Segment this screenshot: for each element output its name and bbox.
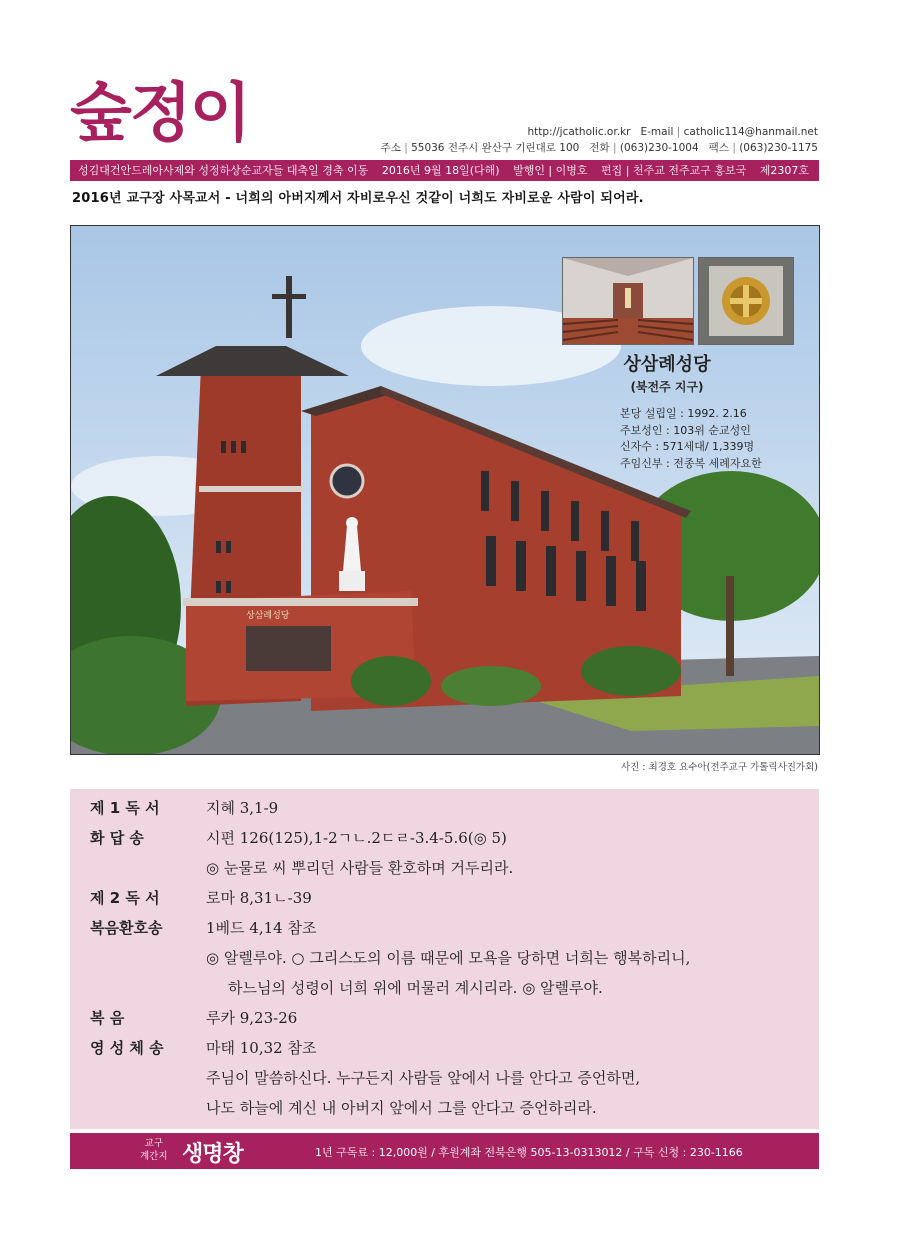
reading-label: 제 1 독 서: [90, 799, 160, 817]
pastoral-letter-subtitle: 2016년 교구장 사목교서 - 너희의 아버지께서 자비로우신 것같이 너희도 자비로운 사람이 되어라.: [72, 191, 644, 206]
reading-text: 나도 하늘에 계신 내 아버지 앞에서 그를 안다고 증언하리라.: [206, 1099, 597, 1117]
issue-date: 2016년 9월 18일(다해): [381, 164, 500, 177]
reading-label: 복 음: [90, 1009, 125, 1027]
address-label: 주소: [380, 142, 401, 154]
fax: (063)230-1175: [739, 142, 818, 154]
address: 전주시 완산구 기린대로 100: [447, 142, 580, 154]
reading-text: 지혜 3,1-9: [206, 799, 279, 817]
church-name: 상삼례성당: [623, 354, 711, 375]
issue-number: 제2307호: [759, 164, 809, 177]
church-info: [620, 406, 762, 472]
reading-text: 로마 8,31ㄴ-39: [206, 889, 312, 907]
pastor: 주임신부 : 전종복 세례자요한: [620, 456, 762, 470]
email-label: E-mail: [640, 126, 674, 138]
church-district: (북전주 지구): [630, 380, 704, 394]
footer-label-line2: 계간지: [140, 1151, 168, 1162]
reading-text: 1베드 4,14 참조: [206, 919, 317, 937]
editor: 편집 | 천주교 전주교구 홍보국: [601, 164, 747, 177]
founding-date: 본당 설립일 : 1992. 2.16: [620, 407, 747, 420]
info-bar: [70, 160, 819, 181]
phone: (063)230-1004: [619, 142, 699, 154]
reading-text: ◎ 눈물로 씨 뿌리던 사람들 환호하며 거두리라.: [206, 859, 514, 877]
fax-label: 팩스: [708, 142, 729, 154]
footer-bar: [70, 1133, 819, 1169]
building-sign: 상삼례성당: [246, 611, 290, 621]
reading-label: 영 성 체 송: [90, 1039, 164, 1057]
feast-note: 성김대건안드레아사제와 성정하상순교자들 대축일 경축 이동: [78, 164, 369, 177]
reading-text: 시편 126(125),1-2ㄱㄴ.2ㄷㄹ-3.4-5.6(◎ 5): [206, 829, 507, 847]
reading-text: 마태 10,32 참조: [206, 1039, 317, 1057]
issue-info: [372, 160, 809, 181]
publisher: 발행인 | 이병호: [513, 164, 588, 177]
contact-line-1: http://jcatholic.or.kr E-mail | catholic114@hanmail.net: [527, 126, 818, 138]
masthead-title: 숲정이: [70, 77, 250, 151]
contact-line-2: 주소 | 55036 전주시 완산구 기린대로 100 전화 | (063)230-1004 팩스 | (063)230-1175: [380, 142, 818, 154]
website-link[interactable]: http://jcatholic.or.kr: [527, 126, 631, 138]
reading-label: 복음환호송: [90, 919, 163, 937]
reading-text: ◎ 알렐루야. ○ 그리스도의 이름 때문에 모욕을 당하면 너희는 행복하리니,: [206, 949, 691, 967]
footer-label-line1: 교구: [144, 1138, 163, 1149]
interior-photo: [562, 257, 694, 345]
reading-label: 제 2 독 서: [90, 889, 160, 907]
reading-text: 루카 9,23-26: [206, 1009, 298, 1027]
magazine-logo: 생명창: [182, 1141, 243, 1167]
phone-label: 전화: [589, 142, 610, 154]
parishioner-count: 신자수 : 571세대/ 1,339명: [620, 440, 755, 453]
footer-label: [140, 1137, 168, 1163]
contact-block: [381, 124, 818, 156]
tabernacle-photo: [698, 257, 794, 345]
reading-text: 주님이 말씀하신다. 누구든지 사람들 앞에서 나를 안다고 증언하면,: [206, 1069, 641, 1087]
subscription-info: 1년 구독료 : 12,000원 / 후원계좌 전북은행 505-13-0313012 / 구독 신청 : 230-1166: [315, 1146, 743, 1159]
patron-saint: 주보성인 : 103위 순교성인: [620, 423, 751, 437]
readings-panel: [70, 789, 819, 1129]
photo-credit: 사진 : 최경호 요수아(전주교구 가톨릭사진가회): [620, 762, 818, 773]
reading-label: 화 답 송: [90, 829, 144, 847]
reading-text: 하느님의 성령이 너희 위에 머물러 계시리라. ◎ 알렐루야.: [228, 979, 603, 997]
email-link[interactable]: catholic114@hanmail.net: [683, 126, 818, 138]
postcode: 55036: [411, 142, 445, 154]
